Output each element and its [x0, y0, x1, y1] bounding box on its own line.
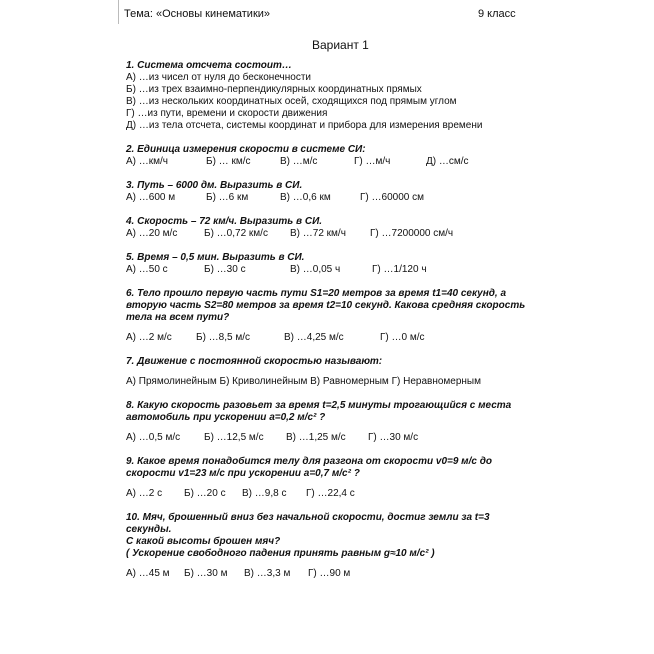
q3-option-b: Б) …6 км: [206, 192, 249, 203]
q3-option-c: В) …0,6 км: [280, 192, 331, 203]
q2-option-d: Г) …м/ч: [354, 156, 391, 167]
q2-option-e: Д) …см/с: [426, 156, 469, 167]
q10-option-a: А) …45 м: [126, 568, 170, 579]
question-7-title: 7. Движение с постоянной скоростью называют:: [126, 356, 383, 367]
q9-option-a: А) …2 с: [126, 488, 163, 499]
q4-options: [126, 228, 536, 240]
q6-option-a: А) …2 м/с: [126, 332, 172, 343]
question-8-title: 8. Какую скорость разовьет за время t=2,5 минуты трогающийся с места автомобиль при ускорении a=0,2 м/с² ?: [126, 400, 512, 423]
q9-option-b: Б) …20 с: [184, 488, 226, 499]
q2-option-a: А) …км/ч: [126, 156, 169, 167]
q6-options: [126, 332, 536, 344]
question-6-title: 6. Тело прошло первую часть пути S1=20 метров за время t1=40 секунд, а вторую часть S2=80 метров за время t2=10 секунд. Какова средняя скорость тела на всем пути?: [126, 288, 526, 323]
topic-heading: Тема: «Основы кинематики»: [124, 8, 271, 20]
q8-option-d: Г) …30 м/с: [368, 432, 419, 443]
q9-option-c: В) …9,8 с: [242, 488, 287, 499]
q2-options: [126, 156, 536, 168]
q1-option-d: Г) …из пути, времени и скорости движения: [126, 108, 328, 119]
q1-option-e: Д) …из тела отсчета, системы координат и прибора для измерения времени: [126, 120, 483, 131]
question-5-title: 5. Время – 0,5 мин. Выразить в СИ.: [126, 252, 305, 263]
question-1-title: 1. Система отсчета состоит…: [126, 60, 292, 71]
q5-options: [126, 264, 536, 276]
q3-option-d: Г) …60000 см: [360, 192, 424, 203]
q10-option-d: Г) …90 м: [308, 568, 351, 579]
q5-option-c: В) …0,05 ч: [290, 264, 341, 275]
question-2-title: 2. Единица измерения скорости в системе СИ:: [126, 144, 366, 155]
grade-label: 9 класс: [478, 8, 516, 20]
margin-line: [118, 0, 119, 24]
question-10-question: С какой высоты брошен мяч?: [126, 536, 281, 547]
q4-option-b: Б) …0,72 км/с: [204, 228, 268, 239]
question-10-title: 10. Мяч, брошенный вниз без начальной скорости, достиг земли за t=3: [126, 512, 490, 523]
questions: [126, 60, 536, 580]
q1-option-c: В) …из нескольких координатных осей, сходящихся под прямым углом: [126, 96, 457, 107]
question-10-title-2: секунды.: [126, 524, 172, 535]
question-3-title: 3. Путь – 6000 дм. Выразить в СИ.: [126, 180, 303, 191]
q8-option-a: А) …0,5 м/с: [126, 432, 181, 443]
q10-option-c: В) …3,3 м: [244, 568, 291, 579]
q2-option-c: В) …м/с: [280, 156, 318, 167]
q5-option-b: Б) …30 с: [204, 264, 246, 275]
q6-option-d: Г) …0 м/с: [380, 332, 425, 343]
q5-option-d: Г) …1/120 ч: [372, 264, 427, 275]
q1-option-a: А) …из чисел от нуля до бесконечности: [126, 72, 312, 83]
q7-options: А) Прямолинейным Б) Криволинейным В) Равномерным Г) Неравномерным: [126, 376, 481, 387]
question-10-hint: ( Ускорение свободного падения принять равным g≈10 м/с² ): [126, 548, 435, 559]
q5-option-a: А) …50 с: [126, 264, 168, 275]
question-4-title: 4. Скорость – 72 км/ч. Выразить в СИ.: [126, 216, 323, 227]
q9-options: [126, 488, 536, 500]
q6-option-b: Б) …8,5 м/с: [196, 332, 251, 343]
q3-option-a: А) …600 м: [126, 192, 176, 203]
q8-option-c: В) …1,25 м/с: [286, 432, 346, 443]
q6-option-c: В) …4,25 м/с: [284, 332, 344, 343]
q8-option-b: Б) …12,5 м/с: [204, 432, 264, 443]
q2-option-b: Б) … км/с: [206, 156, 251, 167]
q4-option-d: Г) …7200000 см/ч: [370, 228, 454, 239]
variant-title: Вариант 1: [312, 38, 369, 52]
q4-option-c: В) …72 км/ч: [290, 228, 346, 239]
q9-option-d: Г) …22,4 с: [306, 488, 355, 499]
q10-options: [126, 568, 536, 580]
q10-option-b: Б) …30 м: [184, 568, 228, 579]
q8-options: [126, 432, 536, 444]
question-9-title: 9. Какое время понадобится телу для разгона от скорости v0=9 м/с до скорости v1=23 м/с при ускорении a=0,7 м/с² ?: [126, 456, 492, 479]
q3-options: [126, 192, 536, 204]
q4-option-a: А) …20 м/с: [126, 228, 178, 239]
q1-option-b: Б) …из трех взаимно-перпендикулярных координатных прямых: [126, 84, 422, 95]
